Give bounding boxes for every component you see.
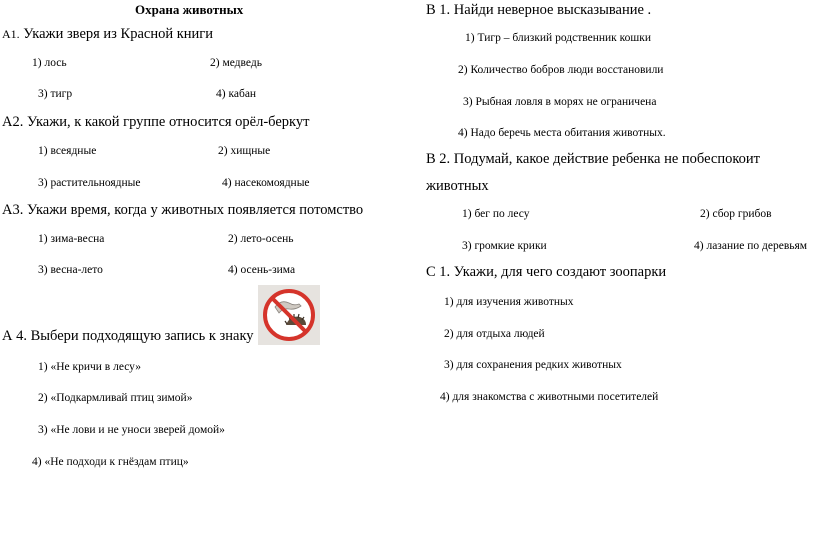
question-a4: А 4. Выбери подходящую запись к знаку — [2, 328, 254, 344]
a1-option-2: 2) медведь — [210, 57, 262, 69]
question-a1 — [2, 26, 213, 43]
b1-option-4: 4) Надо беречь места обитания животных. — [458, 127, 666, 139]
a1-option-3: 3) тигр — [38, 88, 73, 100]
b2-option-1: 1) бег по лесу — [462, 208, 530, 220]
c1-option-1: 1) для изучения животных — [444, 296, 574, 308]
b1-option-1: 1) Тигр – близкий родственник кошки — [465, 32, 651, 44]
b2-option-3: 3) громкие крики — [462, 240, 547, 252]
no-hedgehog-sign-icon — [258, 285, 320, 345]
a4-option-2: 2) «Подкармливай птиц зимой» — [38, 392, 193, 404]
a1-option-1: 1) лось — [32, 57, 67, 69]
b2-option-4: 4) лазание по деревьям — [694, 240, 808, 252]
c1-option-2: 2) для отдыха людей — [444, 328, 545, 340]
b1-option-3: 3) Рыбная ловля в морях не ограничена — [463, 96, 657, 108]
question-a1-number: А1. — [2, 27, 20, 41]
a1-option-4: 4) кабан — [216, 88, 257, 100]
b2-option-2: 2) сбор грибов — [700, 208, 772, 220]
a3-option-3: 3) весна-лето — [38, 264, 103, 276]
a2-option-2: 2) хищные — [218, 145, 271, 157]
question-a1-text: Укажи зверя из Красной книги — [23, 26, 213, 42]
question-b2: В 2. Подумай, какое действие ребенка не побеспокоит — [426, 151, 760, 167]
c1-option-3: 3) для сохранения редких животных — [444, 359, 622, 371]
question-b2-continued: животных — [426, 178, 489, 194]
c1-option-4: 4) для знакомства с животными посетителей — [440, 391, 659, 403]
a4-option-4: 4) «Не подходи к гнёздам птиц» — [32, 456, 189, 468]
b1-option-2: 2) Количество бобров люди восстановили — [458, 64, 664, 76]
a4-option-1: 1) «Не кричи в лесу» — [38, 361, 141, 373]
no-hedgehog-sign-graphic — [258, 285, 320, 345]
a4-option-3: 3) «Не лови и не уноси зверей домой» — [38, 424, 225, 436]
a2-option-3: 3) растительноядные — [38, 177, 141, 189]
question-a2: А2. Укажи, к какой группе относится орёл-беркут — [2, 114, 310, 130]
question-b1: В 1. Найди неверное высказывание . — [426, 2, 652, 18]
a3-option-1: 1) зима-весна — [38, 233, 105, 245]
page-title: Охрана животных — [135, 2, 244, 17]
a3-option-2: 2) лето-осень — [228, 233, 294, 245]
a2-option-4: 4) насекомоядные — [222, 177, 310, 189]
question-a3: А3. Укажи время, когда у животных появляется потомство — [2, 202, 364, 218]
a3-option-4: 4) осень-зима — [228, 264, 296, 276]
a2-option-1: 1) всеядные — [38, 145, 97, 157]
question-c1: С 1. Укажи, для чего создают зоопарки — [426, 264, 667, 280]
